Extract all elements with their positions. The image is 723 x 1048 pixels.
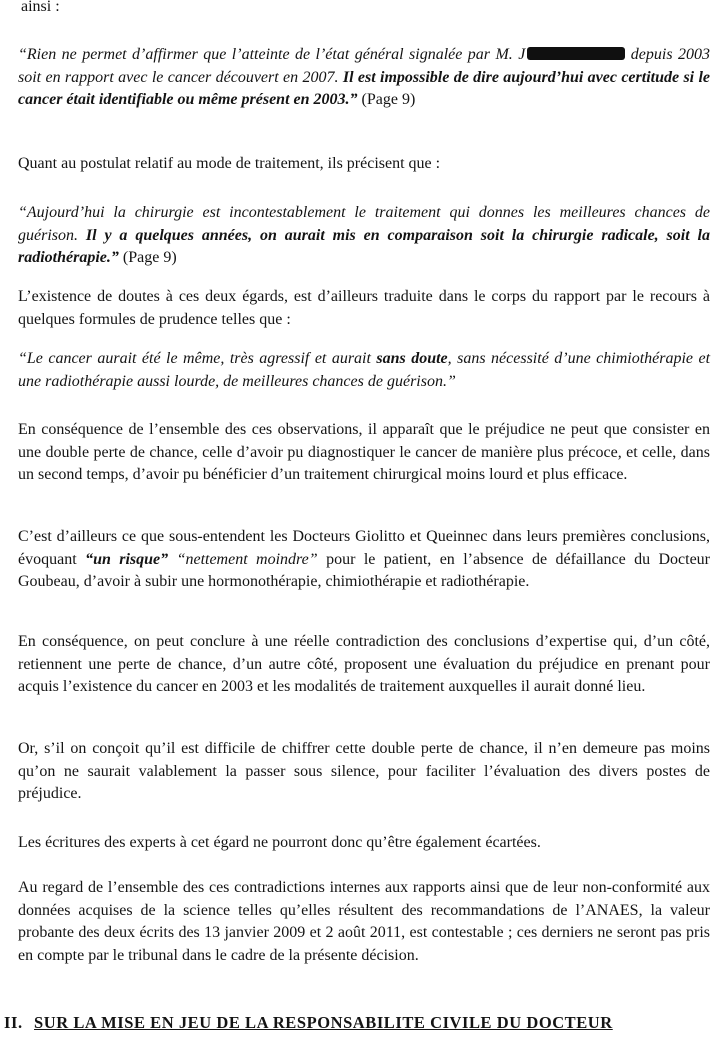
paragraph-postulat — [18, 153, 710, 176]
quote-sans-doute — [18, 348, 710, 393]
quote3-text-b: , sans nécessité d’une chimiothérapie et une radiothérapie aussi lourde, de meilleures chances de guérison.” — [18, 350, 711, 390]
paragraph-regard — [18, 877, 710, 967]
quote2-page-ref: (Page 9) — [122, 249, 177, 266]
quote1-text-bold: Il est impossible de dire aujourd’hui avec certitude si le cancer était identifiable ou même présent en 2003.” — [18, 68, 711, 108]
section-title: SUR LA MISE EN JEU DE LA RESPONSABILITE CIVILE DU DOCTEUR — [34, 1013, 613, 1032]
redaction-bar — [527, 47, 625, 60]
docteurs-un-risque: “un risque” — [85, 550, 169, 568]
docteurs-nettement-moindre: “nettement moindre” — [176, 550, 318, 568]
consequence2-text: En conséquence, on peut conclure à une réelle contradiction des conclusions d’expertise qui, d’un côté, retiennent une perte de chance, d’un autre côté, proposent une évaluation du préjudice en prenant pour acquis l’existence du cancer en 2003 et les modalités de traitement auxquelles il aurait donné lieu. — [18, 633, 710, 695]
quote2-text: “Aujourd’hui la chirurgie est incontestablement le traitement qui donnes les meilleures chances de guérison. — [18, 204, 710, 244]
intro-text: ainsi : — [21, 0, 60, 15]
paragraph-docteurs — [18, 526, 710, 594]
regard-text: Au regard de l’ensemble des ces contradictions internes aux rapports ainsi que de leur non-conformité aux données acquises de la science telles qu’elles résultent des recommandations de l’ANAES, la valeur probante des deux écrits des 13 janvier 2009 et 2 août 2011, est contestable ; ces derniers ne seront pas pris en compte par le tribunal dans le cadre de la présente décision. — [18, 879, 710, 964]
quote-chirurgie — [18, 202, 710, 270]
docteurs-text-a: C’est d’ailleurs ce que sous-entendent les Docteurs Giolitto et Queinnec dans leurs premières conclusions, évoquant — [18, 528, 710, 568]
paragraph-ecritures — [18, 832, 710, 855]
intro-line — [21, 0, 713, 19]
quote2-text-bold: Il y a quelques années, on aurait mis en comparaison soit la chirurgie radicale, soit la radiothérapie.” — [18, 226, 710, 266]
paragraph-doutes — [18, 286, 710, 331]
chiffrer-text: Or, s’il on conçoit qu’il est difficile de chiffrer cette double perte de chance, il n’en demeure pas moins qu’on ne saurait valablement la passer sous silence, pour faciliter l’évaluation des divers postes de préjudice. — [18, 740, 710, 802]
ecritures-text: Les écritures des experts à cet égard ne pourront donc qu’être également écartées. — [18, 834, 541, 851]
quote1-page-ref: (Page 9) — [361, 91, 416, 108]
paragraph-consequence-2 — [18, 631, 710, 699]
quote1-text-b: depuis 2003 soit en rapport avec le cancer découvert en 2007. — [18, 46, 710, 86]
section-number: II. — [4, 1013, 23, 1032]
doutes-text: L’existence de doutes à ces deux égards, est d’ailleurs traduite dans le corps du rapport par le recours à quelques formules de prudence telles que : — [18, 288, 710, 328]
paragraph-consequence-1 — [18, 419, 710, 487]
paragraph-chiffrer — [18, 738, 710, 806]
quote3-text-a: “Le cancer aurait été le même, très agressif et aurait — [18, 350, 371, 367]
quote3-text-bold: sans doute — [376, 350, 448, 367]
quote1-text-a: “Rien ne permet d’affirmer que l’atteinte de l’état général signalée par M. J — [18, 46, 526, 63]
consequence1-text: En conséquence de l’ensemble des ces observations, il apparaît que le préjudice ne peut que consister en une double perte de chance, celle d’avoir pu diagnostiquer le cancer de manière plus précoce, et celle, dans un second temps, d’avoir pu bénéficier d’un traitement chirurgical moins lourd et plus efficace. — [18, 421, 710, 483]
docteurs-text-b: pour le patient, en l’absence de défaillance du Docteur Goubeau, d’avoir à subir une hormonothérapie, chimiothérapie et radiothérapie. — [18, 550, 711, 590]
quote-etat-general — [18, 44, 710, 112]
postulat-text: Quant au postulat relatif au mode de traitement, ils précisent que : — [18, 155, 441, 172]
